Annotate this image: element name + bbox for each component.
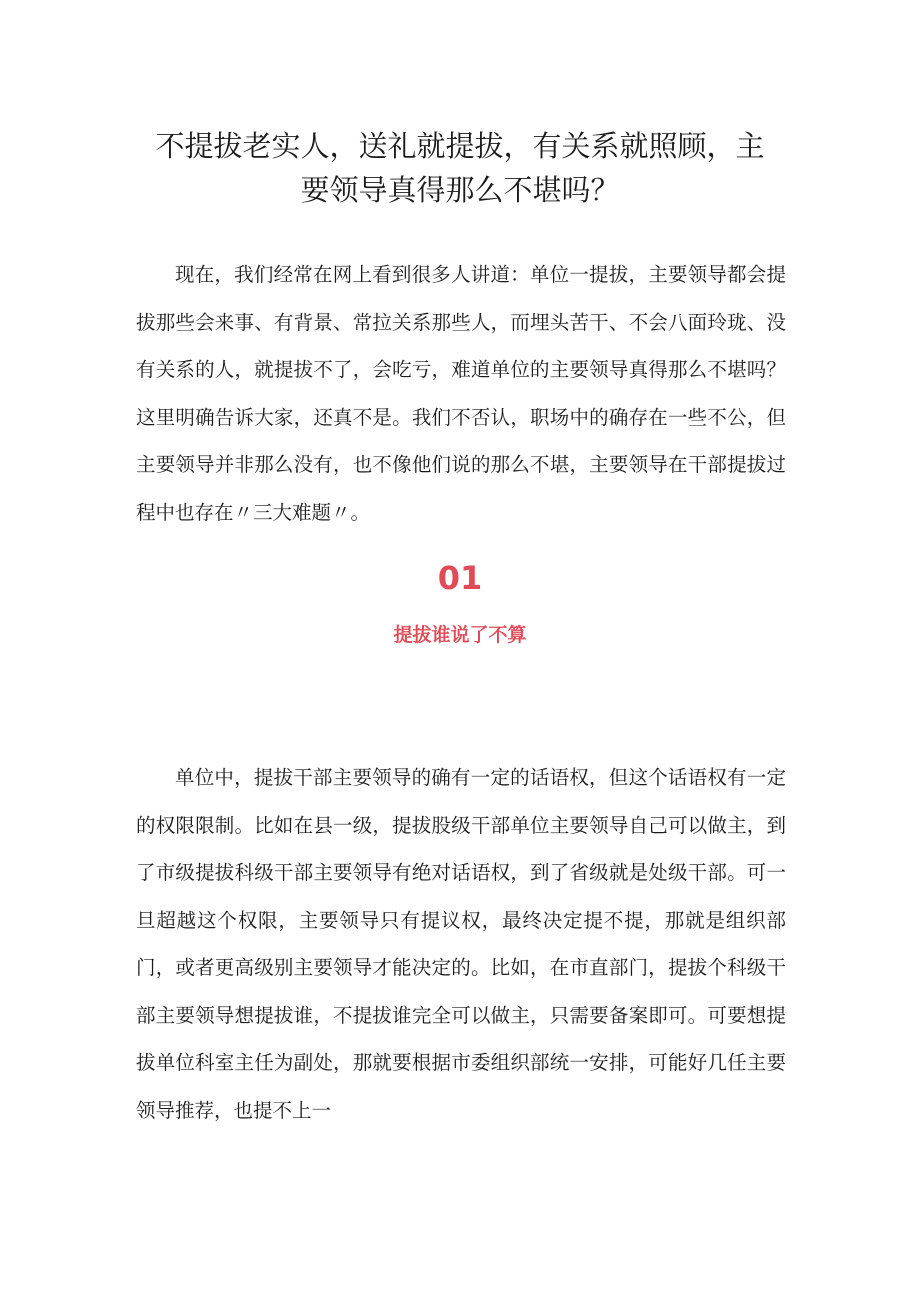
article-title: 不提拔老实人，送礼就提拔，有关系就照顾，主要领导真得那么不堪吗？ [155,129,765,207]
intro-paragraph: 现在，我们经常在网上看到很多人讲道：单位一提拔，主要领导都会提拔那些会来事、有背景、常拉关系那些人，而埋头苦干、不会八面玲珑、没有关系的人，就提拔不了，会吃亏，难道单位的主要领导真得那么不堪吗？这里明确告诉大家，还真不是。我们不否认，职场中的确存在一些不公，但主要领导并非那么没有，也不像他们说的那么不堪，主要领导在干部提拔过程中也存在〃三大难题〃。 [136,263,786,524]
section-heading: 提拔谁说了不算 [393,624,527,646]
body-paragraph: 单位中，提拔干部主要领导的确有一定的话语权，但这个话语权有一定的权限限制。比如在县一级，提拔股级干部单位主要领导自己可以做主，到了市级提拔科级干部主要领导有绝对话语权，到了省级就是处级干部。可一旦超越这个权限，主要领导只有提议权，最终决定提不提，那就是组织部门，或者更高级别主要领导才能决定的。比如，在市直部门，提拔个科级干部主要领导想提拔谁，不提拔谁完全可以做主，只需要备案即可。可要想提拔单位科室主任为副处，那就要根据市委组织部统一安排，可能好几任主要领导推荐，也提不上一 [136,766,786,1122]
section-number: 01 [437,559,483,597]
